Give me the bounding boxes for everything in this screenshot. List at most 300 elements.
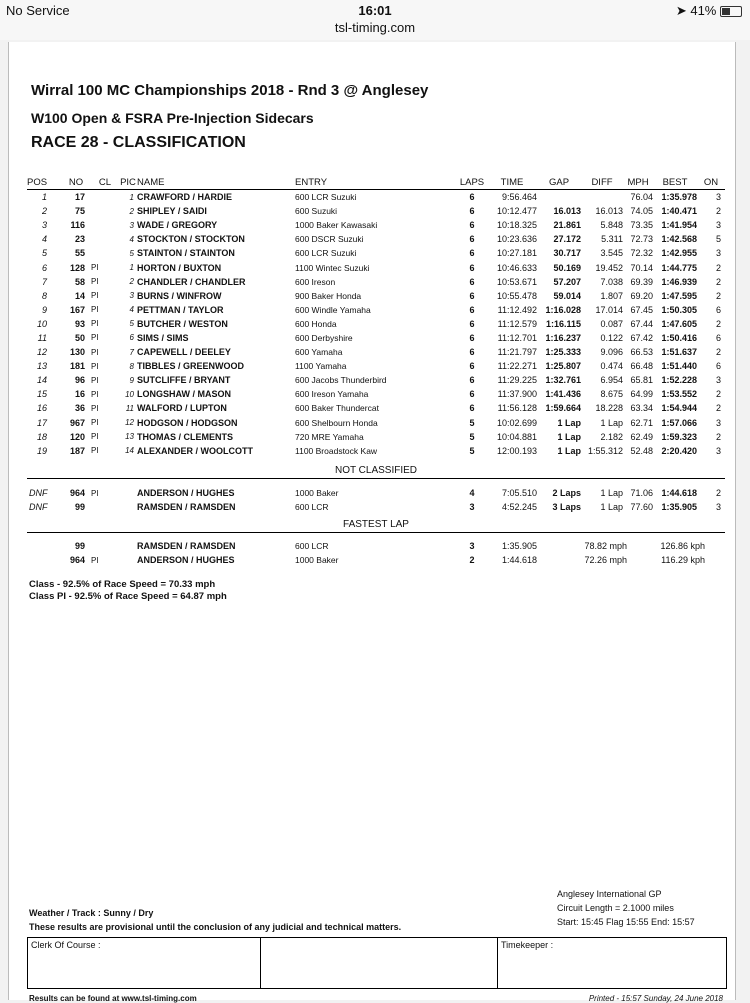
result-best: 1:47.595 bbox=[661, 290, 697, 301]
fl-number: 99 bbox=[74, 541, 85, 551]
result-on: 3 bbox=[715, 417, 721, 428]
dnf-class bbox=[91, 500, 119, 514]
dnf-diff: 1 Lap bbox=[600, 488, 623, 498]
result-diff: 16.013 bbox=[595, 206, 623, 217]
result-gap: 27.172 bbox=[553, 234, 581, 245]
fl-class: PI bbox=[91, 555, 99, 565]
result-pic: 2 bbox=[129, 277, 134, 287]
result-pic: 8 bbox=[129, 361, 134, 371]
result-entry: 600 Ireson Yamaha bbox=[295, 389, 369, 400]
result-number: 96 bbox=[74, 375, 85, 386]
result-best: 1:42.568 bbox=[661, 234, 697, 245]
result-name: WADE / GREGORY bbox=[137, 220, 218, 231]
fl-pic bbox=[119, 553, 137, 567]
result-mph: 63.34 bbox=[630, 403, 653, 414]
result-best: 1:59.323 bbox=[661, 431, 697, 442]
result-class bbox=[91, 190, 119, 205]
result-on: 2 bbox=[715, 318, 721, 329]
result-time: 11:21.797 bbox=[497, 347, 537, 358]
fl-lap: 2 bbox=[469, 555, 475, 565]
result-on: 2 bbox=[715, 389, 721, 400]
result-best: 2:20.420 bbox=[661, 445, 697, 456]
result-class bbox=[91, 246, 119, 260]
col-cl: CL bbox=[91, 175, 119, 190]
result-gap bbox=[537, 190, 581, 205]
clerk-of-course-box: Clerk Of Course : bbox=[28, 938, 261, 988]
result-on: 6 bbox=[715, 332, 721, 343]
result-laps: 6 bbox=[469, 206, 475, 217]
result-row bbox=[27, 331, 725, 345]
fl-pos bbox=[27, 553, 61, 567]
class-pi-speed-note: Class PI - 92.5% of Race Speed = 64.87 mph bbox=[29, 591, 227, 602]
result-diff bbox=[581, 190, 623, 205]
result-number: 23 bbox=[74, 234, 85, 245]
result-on: 3 bbox=[715, 192, 721, 203]
result-name: STOCKTON / STOCKTON bbox=[137, 234, 245, 245]
result-gap: 1:59.664 bbox=[545, 403, 581, 414]
result-laps: 6 bbox=[469, 192, 475, 203]
col-no: NO bbox=[61, 175, 91, 190]
col-on: ON bbox=[697, 175, 725, 190]
col-pos: POS bbox=[27, 175, 61, 190]
result-laps: 6 bbox=[469, 304, 475, 315]
result-class: PI bbox=[91, 291, 99, 301]
result-entry: 600 Ireson bbox=[295, 276, 336, 287]
fl-lap: 3 bbox=[469, 541, 475, 551]
result-laps: 6 bbox=[469, 262, 475, 273]
results-page bbox=[8, 42, 736, 1003]
result-best: 1:57.066 bbox=[661, 417, 697, 428]
result-laps: 6 bbox=[469, 389, 475, 400]
result-mph: 66.53 bbox=[630, 347, 653, 358]
dnf-row bbox=[27, 486, 725, 500]
col-best: BEST bbox=[653, 175, 697, 190]
result-time: 10:53.671 bbox=[496, 276, 537, 287]
result-pic: 5 bbox=[129, 319, 134, 329]
result-gap: 1:25.333 bbox=[545, 347, 581, 358]
result-on: 2 bbox=[715, 206, 721, 217]
result-on: 3 bbox=[715, 375, 721, 386]
result-pic: 7 bbox=[129, 347, 134, 357]
dnf-laps: 3 bbox=[469, 502, 475, 512]
col-diff: DIFF bbox=[581, 175, 623, 190]
result-best: 1:46.939 bbox=[661, 276, 697, 287]
result-row bbox=[27, 190, 725, 205]
result-name: CAPEWELL / DEELEY bbox=[137, 347, 231, 358]
result-laps: 6 bbox=[469, 375, 475, 386]
result-gap: 1:16.028 bbox=[545, 304, 581, 315]
championship-title: Wirral 100 MC Championships 2018 - Rnd 3 @ Anglesey bbox=[31, 82, 429, 99]
result-number: 187 bbox=[69, 445, 85, 456]
dnf-pos: DNF bbox=[29, 502, 48, 512]
weather-track: Weather / Track : Sunny / Dry bbox=[29, 908, 154, 918]
result-time: 11:56.128 bbox=[497, 403, 537, 414]
result-gap: 16.013 bbox=[553, 206, 581, 217]
result-entry: 600 DSCR Suzuki bbox=[295, 234, 364, 245]
result-gap: 1 Lap bbox=[557, 431, 581, 442]
fl-entry: 1000 Baker bbox=[295, 555, 339, 565]
result-class: PI bbox=[91, 347, 99, 357]
result-best: 1:35.978 bbox=[661, 192, 697, 203]
battery-indicator: ➤ 41% bbox=[676, 3, 742, 19]
result-diff: 8.675 bbox=[600, 389, 623, 400]
results-table bbox=[27, 175, 725, 458]
dnf-time: 7:05.510 bbox=[501, 488, 537, 498]
result-pic: 3 bbox=[129, 220, 134, 230]
result-mph: 70.14 bbox=[630, 262, 653, 273]
fl-mph: 78.82 mph bbox=[584, 541, 627, 551]
result-pic: 4 bbox=[129, 305, 134, 315]
result-row bbox=[27, 387, 725, 401]
result-diff: 19.452 bbox=[595, 262, 623, 273]
result-entry: 900 Baker Honda bbox=[295, 290, 362, 301]
result-row bbox=[27, 303, 725, 317]
result-name: PETTMAN / TAYLOR bbox=[137, 304, 224, 315]
result-name: SIMS / SIMS bbox=[137, 332, 189, 343]
result-name: STAINTON / STAINTON bbox=[137, 248, 235, 259]
result-mph: 67.44 bbox=[630, 318, 653, 329]
battery-icon bbox=[720, 6, 742, 17]
result-time: 10:46.633 bbox=[496, 262, 537, 273]
result-best: 1:41.954 bbox=[661, 220, 697, 231]
result-best: 1:53.552 bbox=[661, 389, 697, 400]
dnf-row bbox=[27, 500, 725, 514]
result-row bbox=[27, 260, 725, 274]
result-row bbox=[27, 218, 725, 232]
col-gap: GAP bbox=[537, 175, 581, 190]
fl-class bbox=[91, 539, 119, 553]
result-mph: 67.45 bbox=[630, 304, 653, 315]
result-on: 2 bbox=[715, 347, 721, 358]
result-name: BURNS / WINFROW bbox=[137, 290, 222, 301]
result-diff: 9.096 bbox=[600, 347, 623, 358]
result-class: PI bbox=[91, 305, 99, 315]
result-best: 1:51.637 bbox=[661, 347, 697, 358]
result-pos: 3 bbox=[41, 220, 47, 231]
result-number: 58 bbox=[74, 276, 85, 287]
circuit-name: Anglesey International GP bbox=[557, 889, 662, 899]
result-mph: 62.49 bbox=[630, 431, 653, 442]
result-gap: 1:16.115 bbox=[545, 318, 581, 329]
fastest-lap-row bbox=[27, 539, 725, 553]
result-number: 130 bbox=[69, 347, 85, 358]
result-diff: 1 Lap bbox=[600, 417, 623, 428]
result-name: LONGSHAW / MASON bbox=[137, 389, 231, 400]
result-pos: 5 bbox=[41, 248, 47, 259]
dnf-name: ANDERSON / HUGHES bbox=[137, 488, 235, 498]
dnf-entry: 1000 Baker bbox=[295, 488, 339, 498]
results-link[interactable]: Results can be found at www.tsl-timing.com bbox=[29, 994, 197, 1003]
result-pos: 15 bbox=[36, 389, 47, 400]
not-classified-table bbox=[27, 486, 725, 514]
result-class: PI bbox=[91, 277, 99, 287]
result-on: 2 bbox=[715, 276, 721, 287]
result-name: BUTCHER / WESTON bbox=[137, 318, 228, 329]
result-pic: 9 bbox=[129, 375, 134, 385]
result-row bbox=[27, 204, 725, 218]
result-entry: 600 Derbyshire bbox=[295, 332, 353, 343]
fl-kph: 126.86 kph bbox=[660, 541, 705, 551]
result-laps: 5 bbox=[469, 445, 475, 456]
result-class: PI bbox=[91, 403, 99, 413]
result-time: 9:56.464 bbox=[501, 192, 537, 203]
result-pic: 2 bbox=[129, 206, 134, 216]
result-mph: 66.48 bbox=[630, 361, 653, 372]
dnf-laps: 4 bbox=[469, 488, 475, 498]
result-pic: 4 bbox=[129, 234, 134, 244]
result-gap: 59.014 bbox=[553, 290, 581, 301]
result-row bbox=[27, 430, 725, 444]
result-row bbox=[27, 317, 725, 331]
race-title: RACE 28 - CLASSIFICATION bbox=[31, 134, 246, 151]
result-number: 116 bbox=[70, 220, 85, 231]
result-number: 120 bbox=[69, 431, 85, 442]
result-entry: 1100 Broadstock Kaw bbox=[295, 445, 378, 456]
result-diff: 3.545 bbox=[600, 248, 623, 259]
result-class: PI bbox=[91, 333, 99, 343]
results-header-row bbox=[27, 175, 725, 190]
result-gap: 30.717 bbox=[553, 248, 581, 259]
result-class: PI bbox=[91, 389, 99, 399]
result-time: 11:37.900 bbox=[497, 389, 537, 400]
dnf-number: 99 bbox=[74, 502, 85, 512]
fl-name: ANDERSON / HUGHES bbox=[137, 555, 235, 565]
battery-percent: 41% bbox=[690, 3, 717, 18]
result-class: PI bbox=[91, 319, 99, 329]
result-entry: 720 MRE Yamaha bbox=[295, 431, 364, 442]
result-diff: 17.014 bbox=[595, 304, 623, 315]
result-mph: 65.81 bbox=[630, 375, 653, 386]
result-best: 1:47.605 bbox=[661, 318, 697, 329]
result-on: 2 bbox=[715, 290, 721, 301]
result-pic: 11 bbox=[125, 403, 134, 413]
result-laps: 5 bbox=[469, 431, 475, 442]
dnf-best: 1:44.618 bbox=[661, 488, 697, 498]
blank-signature-box bbox=[261, 938, 498, 988]
result-gap: 1:25.807 bbox=[545, 361, 581, 372]
result-pos: 12 bbox=[36, 347, 47, 358]
result-best: 1:50.305 bbox=[661, 304, 697, 315]
printed-timestamp: Printed - 15:57 Sunday, 24 June 2018 bbox=[588, 994, 723, 1003]
result-number: 967 bbox=[69, 417, 85, 428]
result-number: 75 bbox=[74, 206, 85, 217]
result-on: 2 bbox=[715, 431, 721, 442]
result-time: 11:12.701 bbox=[497, 332, 537, 343]
result-row bbox=[27, 416, 725, 430]
fl-pos bbox=[27, 539, 61, 553]
result-laps: 5 bbox=[469, 417, 475, 428]
result-entry: 600 Windle Yamaha bbox=[295, 304, 371, 315]
result-diff: 6.954 bbox=[600, 375, 623, 386]
dnf-mph: 71.06 bbox=[630, 488, 653, 498]
result-number: 50 bbox=[74, 332, 85, 343]
result-class bbox=[91, 232, 119, 246]
result-laps: 6 bbox=[469, 318, 475, 329]
result-number: 167 bbox=[69, 304, 85, 315]
result-class: PI bbox=[91, 375, 99, 385]
result-time: 10:55.478 bbox=[496, 290, 537, 301]
result-number: 128 bbox=[69, 262, 85, 273]
fl-time: 1:35.905 bbox=[501, 541, 537, 551]
col-time: TIME bbox=[487, 175, 537, 190]
result-number: 181 bbox=[69, 361, 85, 372]
result-pic: 3 bbox=[129, 291, 134, 301]
result-time: 10:04.881 bbox=[496, 431, 537, 442]
result-row bbox=[27, 359, 725, 373]
result-on: 6 bbox=[715, 304, 721, 315]
result-pos: 16 bbox=[36, 403, 47, 414]
result-best: 1:52.228 bbox=[661, 375, 697, 386]
result-laps: 6 bbox=[469, 220, 475, 231]
result-entry: 600 Honda bbox=[295, 318, 337, 329]
result-pos: 14 bbox=[36, 375, 47, 386]
result-name: HODGSON / HODGSON bbox=[137, 417, 238, 428]
result-best: 1:54.944 bbox=[661, 403, 697, 414]
result-diff: 2.182 bbox=[600, 431, 623, 442]
result-gap: 50.169 bbox=[553, 262, 581, 273]
result-on: 3 bbox=[715, 445, 721, 456]
col-pic: PIC bbox=[120, 176, 136, 188]
result-row bbox=[27, 232, 725, 246]
fastest-lap-table bbox=[27, 539, 725, 567]
result-diff: 1:55.312 bbox=[587, 445, 623, 456]
result-diff: 5.311 bbox=[601, 234, 623, 245]
result-gap: 21.861 bbox=[553, 220, 581, 231]
result-on: 2 bbox=[715, 262, 721, 273]
result-name: SUTCLIFFE / BRYANT bbox=[137, 375, 231, 386]
result-diff: 0.087 bbox=[600, 318, 623, 329]
result-name: THOMAS / CLEMENTS bbox=[137, 431, 233, 442]
result-best: 1:40.471 bbox=[661, 206, 697, 217]
result-mph: 72.73 bbox=[630, 234, 653, 245]
result-row bbox=[27, 345, 725, 359]
result-name: WALFORD / LUPTON bbox=[137, 403, 227, 414]
result-mph: 69.39 bbox=[630, 276, 653, 287]
result-mph: 62.71 bbox=[630, 417, 653, 428]
class-title: W100 Open & FSRA Pre-Injection Sidecars bbox=[31, 110, 314, 126]
result-pic: 12 bbox=[125, 418, 134, 428]
result-entry: 600 Yamaha bbox=[295, 347, 343, 358]
result-time: 11:29.225 bbox=[497, 375, 537, 386]
result-number: 16 bbox=[74, 389, 85, 400]
result-on: 3 bbox=[715, 248, 721, 259]
result-entry: 600 LCR Suzuki bbox=[295, 192, 357, 203]
result-row bbox=[27, 373, 725, 387]
col-mph: MPH bbox=[623, 175, 653, 190]
result-on: 5 bbox=[715, 234, 721, 245]
result-laps: 6 bbox=[469, 290, 475, 301]
result-mph: 67.42 bbox=[630, 332, 653, 343]
result-entry: 1000 Baker Kawasaki bbox=[295, 220, 378, 231]
result-gap: 1:32.761 bbox=[545, 375, 581, 386]
result-best: 1:51.440 bbox=[661, 361, 697, 372]
result-diff: 1.807 bbox=[600, 290, 623, 301]
dnf-name: RAMSDEN / RAMSDEN bbox=[137, 502, 236, 512]
result-entry: 600 Jacobs Thunderbird bbox=[295, 375, 387, 386]
url-text: tsl-timing.com bbox=[334, 20, 416, 35]
result-laps: 6 bbox=[469, 248, 475, 259]
result-time: 12:00.193 bbox=[496, 445, 537, 456]
signature-boxes bbox=[27, 937, 727, 989]
fastest-lap-heading: FASTEST LAP bbox=[27, 519, 725, 533]
result-time: 10:18.325 bbox=[496, 220, 537, 231]
result-row bbox=[27, 444, 725, 458]
result-name: TIBBLES / GREENWOOD bbox=[137, 361, 245, 372]
result-diff: 5.848 bbox=[600, 220, 623, 231]
fl-kph: 116.29 kph bbox=[661, 555, 705, 565]
dnf-gap: 2 Laps bbox=[552, 488, 581, 498]
dnf-number: 964 bbox=[69, 488, 85, 498]
result-laps: 6 bbox=[469, 347, 475, 358]
fl-mph: 72.26 mph bbox=[584, 555, 627, 565]
result-class: PI bbox=[91, 432, 99, 442]
result-pic: 14 bbox=[125, 446, 134, 456]
url-bar[interactable] bbox=[0, 20, 750, 40]
provisional-note: These results are provisional until the conclusion of any judicial and technical matters. bbox=[29, 922, 402, 932]
result-on: 2 bbox=[715, 403, 721, 414]
result-name: ALEXANDER / WOOLCOTT bbox=[137, 445, 253, 456]
fl-number: 964 bbox=[69, 555, 85, 565]
result-row bbox=[27, 275, 725, 289]
clock: 16:01 bbox=[358, 3, 392, 18]
result-diff: 0.122 bbox=[600, 332, 623, 343]
result-pic: 1 bbox=[129, 263, 134, 273]
result-class: PI bbox=[91, 263, 99, 273]
result-pic: 13 bbox=[125, 432, 134, 442]
dnf-mph: 77.60 bbox=[630, 502, 653, 512]
result-pos: 7 bbox=[41, 276, 47, 287]
result-row bbox=[27, 246, 725, 260]
result-time: 11:12.579 bbox=[497, 318, 537, 329]
result-diff: 0.474 bbox=[600, 361, 623, 372]
result-pic: 10 bbox=[125, 389, 134, 399]
dnf-pic bbox=[119, 486, 137, 500]
result-class bbox=[91, 204, 119, 218]
result-mph: 64.99 bbox=[630, 389, 653, 400]
result-number: 93 bbox=[74, 318, 85, 329]
result-pos: 19 bbox=[36, 445, 47, 456]
result-pos: 11 bbox=[37, 332, 47, 343]
class-speed-note: Class - 92.5% of Race Speed = 70.33 mph bbox=[29, 579, 216, 590]
dnf-pos: DNF bbox=[29, 488, 48, 498]
circuit-info bbox=[557, 887, 695, 929]
result-laps: 6 bbox=[469, 234, 475, 245]
dnf-gap: 3 Laps bbox=[552, 502, 581, 512]
result-number: 14 bbox=[74, 290, 85, 301]
result-entry: 1100 Wintec Suzuki bbox=[295, 262, 370, 273]
result-row bbox=[27, 289, 725, 303]
result-pic: 1 bbox=[129, 192, 134, 202]
result-mph: 74.05 bbox=[630, 206, 653, 217]
result-pos: 2 bbox=[41, 206, 47, 217]
result-best: 1:44.775 bbox=[661, 262, 697, 273]
dnf-entry: 600 LCR bbox=[295, 502, 329, 512]
fl-name: RAMSDEN / RAMSDEN bbox=[137, 541, 236, 551]
result-pos: 9 bbox=[41, 304, 47, 315]
result-best: 1:50.416 bbox=[661, 332, 697, 343]
result-pos: 13 bbox=[36, 361, 47, 372]
result-gap: 1:16.237 bbox=[545, 332, 581, 343]
result-gap: 57.207 bbox=[553, 276, 581, 287]
result-mph: 52.48 bbox=[630, 445, 653, 456]
result-name: HORTON / BUXTON bbox=[137, 262, 222, 273]
fl-entry: 600 LCR bbox=[295, 541, 329, 551]
race-times: Start: 15:45 Flag 15:55 End: 15:57 bbox=[557, 917, 695, 927]
result-class: PI bbox=[91, 418, 99, 428]
result-laps: 6 bbox=[469, 403, 475, 414]
status-bar bbox=[0, 0, 750, 22]
result-row bbox=[27, 401, 725, 415]
